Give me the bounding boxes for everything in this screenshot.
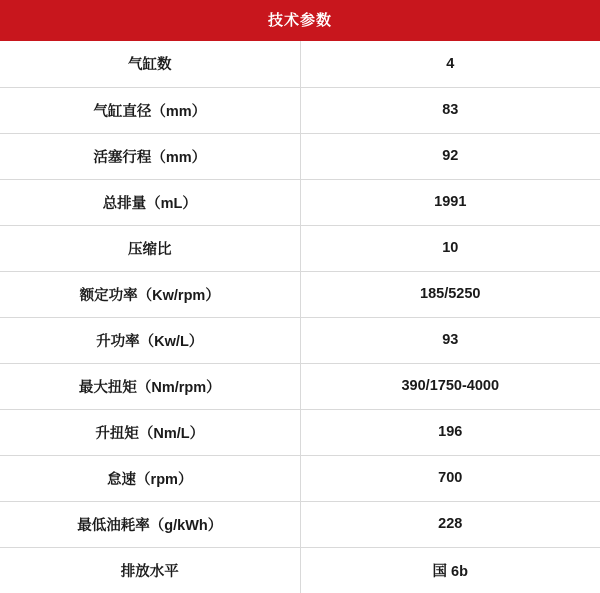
spec-label: 最低油耗率（g/kWh） xyxy=(0,501,300,547)
table-row xyxy=(0,41,600,87)
table-row xyxy=(0,501,600,547)
table-row xyxy=(0,133,600,179)
spec-value: 700 xyxy=(300,455,600,501)
spec-value: 国 6b xyxy=(432,563,468,580)
table-row xyxy=(0,547,600,593)
table-row xyxy=(0,455,600,501)
spec-value: 228 xyxy=(300,501,600,547)
table-header-row xyxy=(0,0,600,41)
spec-value: 92 xyxy=(300,133,600,179)
page-title: 技术参数 xyxy=(0,0,600,41)
spec-value: 1991 xyxy=(300,179,600,225)
table-row xyxy=(0,409,600,455)
table-row xyxy=(0,363,600,409)
spec-label: 升扭矩（Nm/L） xyxy=(0,409,300,455)
spec-value: 83 xyxy=(300,87,600,133)
spec-label: 压缩比 xyxy=(0,225,300,271)
table-row xyxy=(0,179,600,225)
spec-label: 怠速（rpm） xyxy=(0,455,300,501)
spec-label: 额定功率（Kw/rpm） xyxy=(0,271,300,317)
spec-label: 气缸直径（mm） xyxy=(0,87,300,133)
table-row xyxy=(0,271,600,317)
table-row xyxy=(0,225,600,271)
spec-label: 升功率（Kw/L） xyxy=(0,317,300,363)
spec-label: 最大扭矩（Nm/rpm） xyxy=(0,363,300,409)
spec-label: 气缸数 xyxy=(0,41,300,87)
spec-label: 活塞行程（mm） xyxy=(0,133,300,179)
table-row xyxy=(0,87,600,133)
spec-label: 总排量（mL） xyxy=(0,179,300,225)
spec-value: 10 xyxy=(300,225,600,271)
spec-value: 390/1750-4000 xyxy=(300,363,600,409)
spec-value: 93 xyxy=(300,317,600,363)
spec-value: 4 xyxy=(300,41,600,87)
spec-value: 185/5250 xyxy=(300,271,600,317)
spec-label: 排放水平 xyxy=(0,547,300,593)
spec-value: 196 xyxy=(300,409,600,455)
table-row xyxy=(0,317,600,363)
